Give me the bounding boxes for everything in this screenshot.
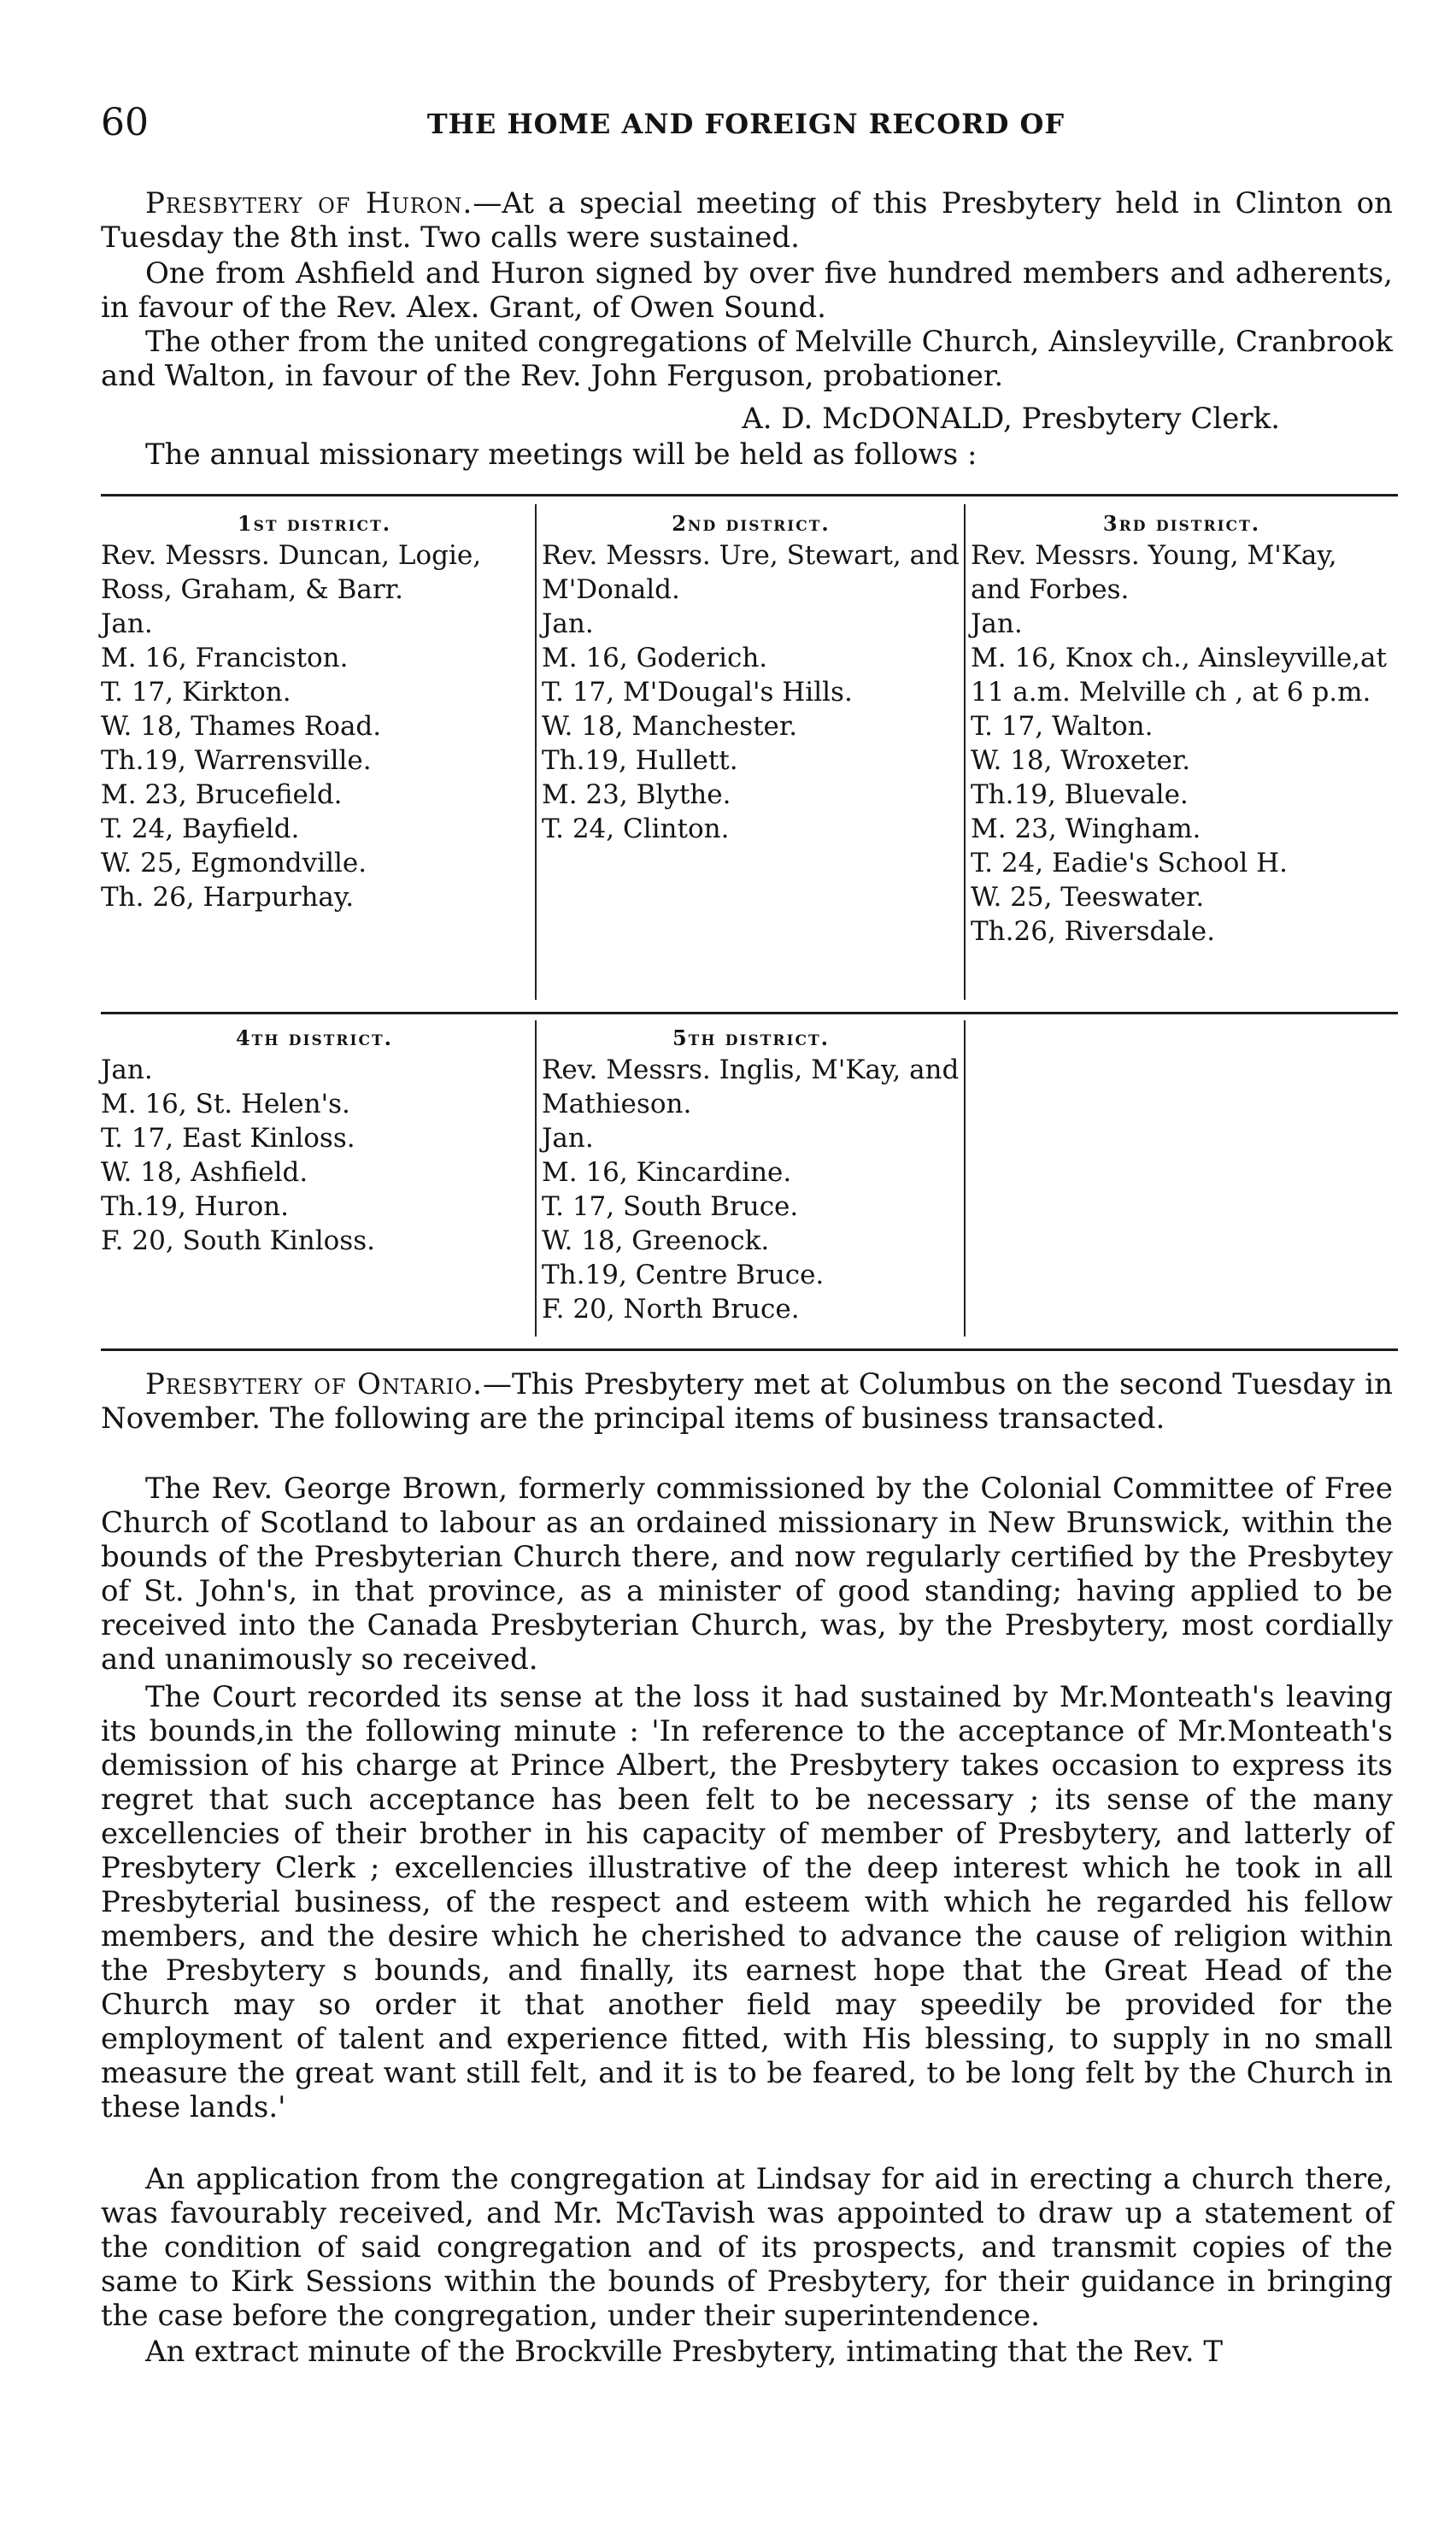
district-month: Jan. <box>971 608 1023 639</box>
table-top-rule <box>101 494 1398 496</box>
district-ministers: Rev. Messrs. Inglis, M'Kay, and Mathieson. <box>542 1055 960 1119</box>
district-month: Jan. <box>101 608 153 639</box>
table-bottom-rule <box>101 1348 1398 1351</box>
meeting-entry: M. 16, Franciston. <box>101 643 349 673</box>
running-head: THE HOME AND FOREIGN RECORD OF <box>426 108 1066 140</box>
district-5 <box>542 1024 960 1326</box>
meeting-entry: M. 23, Wingham. <box>971 814 1201 844</box>
district-title: 3rd district. <box>1102 511 1261 536</box>
ontario-lead: Presbytery of Ontario. <box>145 1367 483 1401</box>
meeting-entry: Th.19, Huron. <box>101 1191 289 1222</box>
meeting-entry: M. 16, Knox ch., Ainsleyville,at 11 a.m. Melville ch , at 6 p.m. <box>971 643 1387 708</box>
meeting-entry: T. 17, Walton. <box>971 711 1154 742</box>
table-column-divider <box>535 1020 537 1337</box>
meeting-entry: T. 17, East Kinloss. <box>101 1123 355 1154</box>
district-4 <box>101 1024 528 1258</box>
huron-lead: Presbytery of Huron. <box>145 186 473 220</box>
meeting-entry: W. 18, Ashfield. <box>101 1157 308 1188</box>
meeting-entry: W. 25, Teeswater. <box>971 882 1205 913</box>
ontario-text: —This Presbytery met at Columbus on the second Tuesday in November. The following are the principal items of business transacted. <box>101 1367 1393 1436</box>
meeting-entry: M. 23, Blythe. <box>542 779 731 810</box>
table-column-divider <box>964 504 966 1000</box>
table-middle-rule <box>101 1012 1398 1014</box>
meeting-entry: Th. 26, Harpurhay. <box>101 882 355 913</box>
district-2 <box>542 509 960 846</box>
meeting-entry: F. 20, South Kinloss. <box>101 1225 375 1256</box>
ontario-brown-paragraph: The Rev. George Brown, formerly commissioned by the Colonial Committee of Free Church of Scotland to labour as an ordained missionary in New Brunswick, within the bounds of the Presbyterian Church there, and now regularly certified by the Presbytey of St. John's, in that province, as a minister of good standing; having applied to be received into the Canada Presbyterian Church, was, by the Presbytery, most cordially and unanimously so received. <box>101 1472 1393 1677</box>
meeting-entry: F. 20, North Bruce. <box>542 1294 800 1325</box>
meeting-entry: W. 18, Wroxeter. <box>971 745 1191 776</box>
meeting-entry: T. 17, M'Dougal's Hills. <box>542 677 853 708</box>
meeting-entry: W. 18, Manchester. <box>542 711 798 742</box>
huron-signature: A. D. McDONALD, Presbytery Clerk. <box>742 402 1280 436</box>
district-title: 4th district. <box>235 1025 393 1050</box>
district-month: Jan. <box>542 1123 594 1154</box>
table-column-divider <box>535 504 537 1000</box>
ontario-monteath-paragraph: The Court recorded its sense at the loss it had sustained by Mr.Monteath's leaving its bounds,in the following minute : 'In reference to the acceptance of Mr.Monteath's demission of his charge at Prince Albert, the Presbytery takes occasion to express its regret that such acceptance has been felt to be necessary ; its sense of the many excellencies of their brother in his capacity of member of Presbytery, and latterly of Presbytery Clerk ; excellencies illustrative of the deep interest which he took in all Presbyterial business, of the respect and esteem with which he regarded his fellow members, and the desire which he cherished to advance the cause of religion within the Presbytery s bounds, and finally, its earnest hope that the Great Head of the Church may so order it that another field may speedily be provided for the employment of talent and experience fitted, with His blessing, to supply in no small measure the great want still felt, and it is to be feared, to be long felt by the Church in these lands.' <box>101 1680 1393 2124</box>
meeting-entry: M. 23, Brucefield. <box>101 779 343 810</box>
district-title: 2nd district. <box>672 511 831 536</box>
meeting-entry: Th.19, Warrensville. <box>101 745 372 776</box>
huron-call-one: One from Ashfield and Huron signed by over five hundred members and adherents, in favour of the Rev. Alex. Grant, of Owen Sound. <box>101 256 1393 325</box>
table-column-divider <box>964 1020 966 1337</box>
ontario-lindsay-paragraph: An application from the congregation at Lindsay for aid in erecting a church there, was favourably received, and Mr. McTavish was appointed to draw up a statement of the condition of said congregation and of its prospects, and transmit copies of the same to Kirk Sessions within the bounds of Presbytery, for their guidance in bringing the case before the congregation, under their superintendence. <box>101 2162 1393 2333</box>
page-number: 60 <box>101 101 149 144</box>
huron-paragraph <box>101 186 1393 255</box>
meeting-entry: Th.19, Bluevale. <box>971 779 1189 810</box>
district-ministers: Rev. Messrs. Duncan, Logie, Ross, Graham, & Barr. <box>101 540 482 605</box>
meeting-entry: Th.19, Centre Bruce. <box>542 1260 825 1290</box>
district-month: Jan. <box>101 1055 153 1085</box>
meeting-entry: M. 16, Goderich. <box>542 643 768 673</box>
meeting-entry: M. 16, Kincardine. <box>542 1157 792 1188</box>
district-1 <box>101 509 528 914</box>
meeting-entry: T. 24, Bayfield. <box>101 814 300 844</box>
ontario-brockville-paragraph: An extract minute of the Brockville Presbytery, intimating that the Rev. T <box>145 2335 1224 2369</box>
district-ministers: Rev. Messrs. Young, M'Kay, and Forbes. <box>971 540 1337 605</box>
meetings-intro: The annual missionary meetings will be held as follows : <box>145 438 978 472</box>
meeting-entry: T. 17, South Bruce. <box>542 1191 799 1222</box>
meeting-entry: W. 18, Greenock. <box>542 1225 770 1256</box>
district-3 <box>971 509 1393 949</box>
meeting-entry: Th.26, Riversdale. <box>971 916 1215 947</box>
meeting-entry: T. 24, Eadie's School H. <box>971 848 1289 878</box>
meeting-entry: T. 17, Kirkton. <box>101 677 291 708</box>
meeting-entry: Th.19, Hullett. <box>542 745 738 776</box>
district-title: 1st district. <box>237 511 392 536</box>
ontario-paragraph <box>101 1367 1393 1436</box>
huron-text: —At a special meeting of this Presbytery held in Clinton on Tuesday the 8th inst. Two calls were sustained. <box>101 186 1393 255</box>
district-month: Jan. <box>542 608 594 639</box>
meeting-entry: W. 25, Egmondville. <box>101 848 367 878</box>
huron-call-two: The other from the united congregations of Melville Church, Ainsleyville, Cranbrook and Walton, in favour of the Rev. John Ferguson, probationer. <box>101 325 1393 393</box>
meeting-entry: M. 16, St. Helen's. <box>101 1089 350 1119</box>
meeting-entry: W. 18, Thames Road. <box>101 711 382 742</box>
page-header <box>101 101 1391 152</box>
district-title: 5th district. <box>672 1025 830 1050</box>
meeting-entry: T. 24, Clinton. <box>542 814 730 844</box>
district-ministers: Rev. Messrs. Ure, Stewart, and M'Donald. <box>542 540 960 605</box>
